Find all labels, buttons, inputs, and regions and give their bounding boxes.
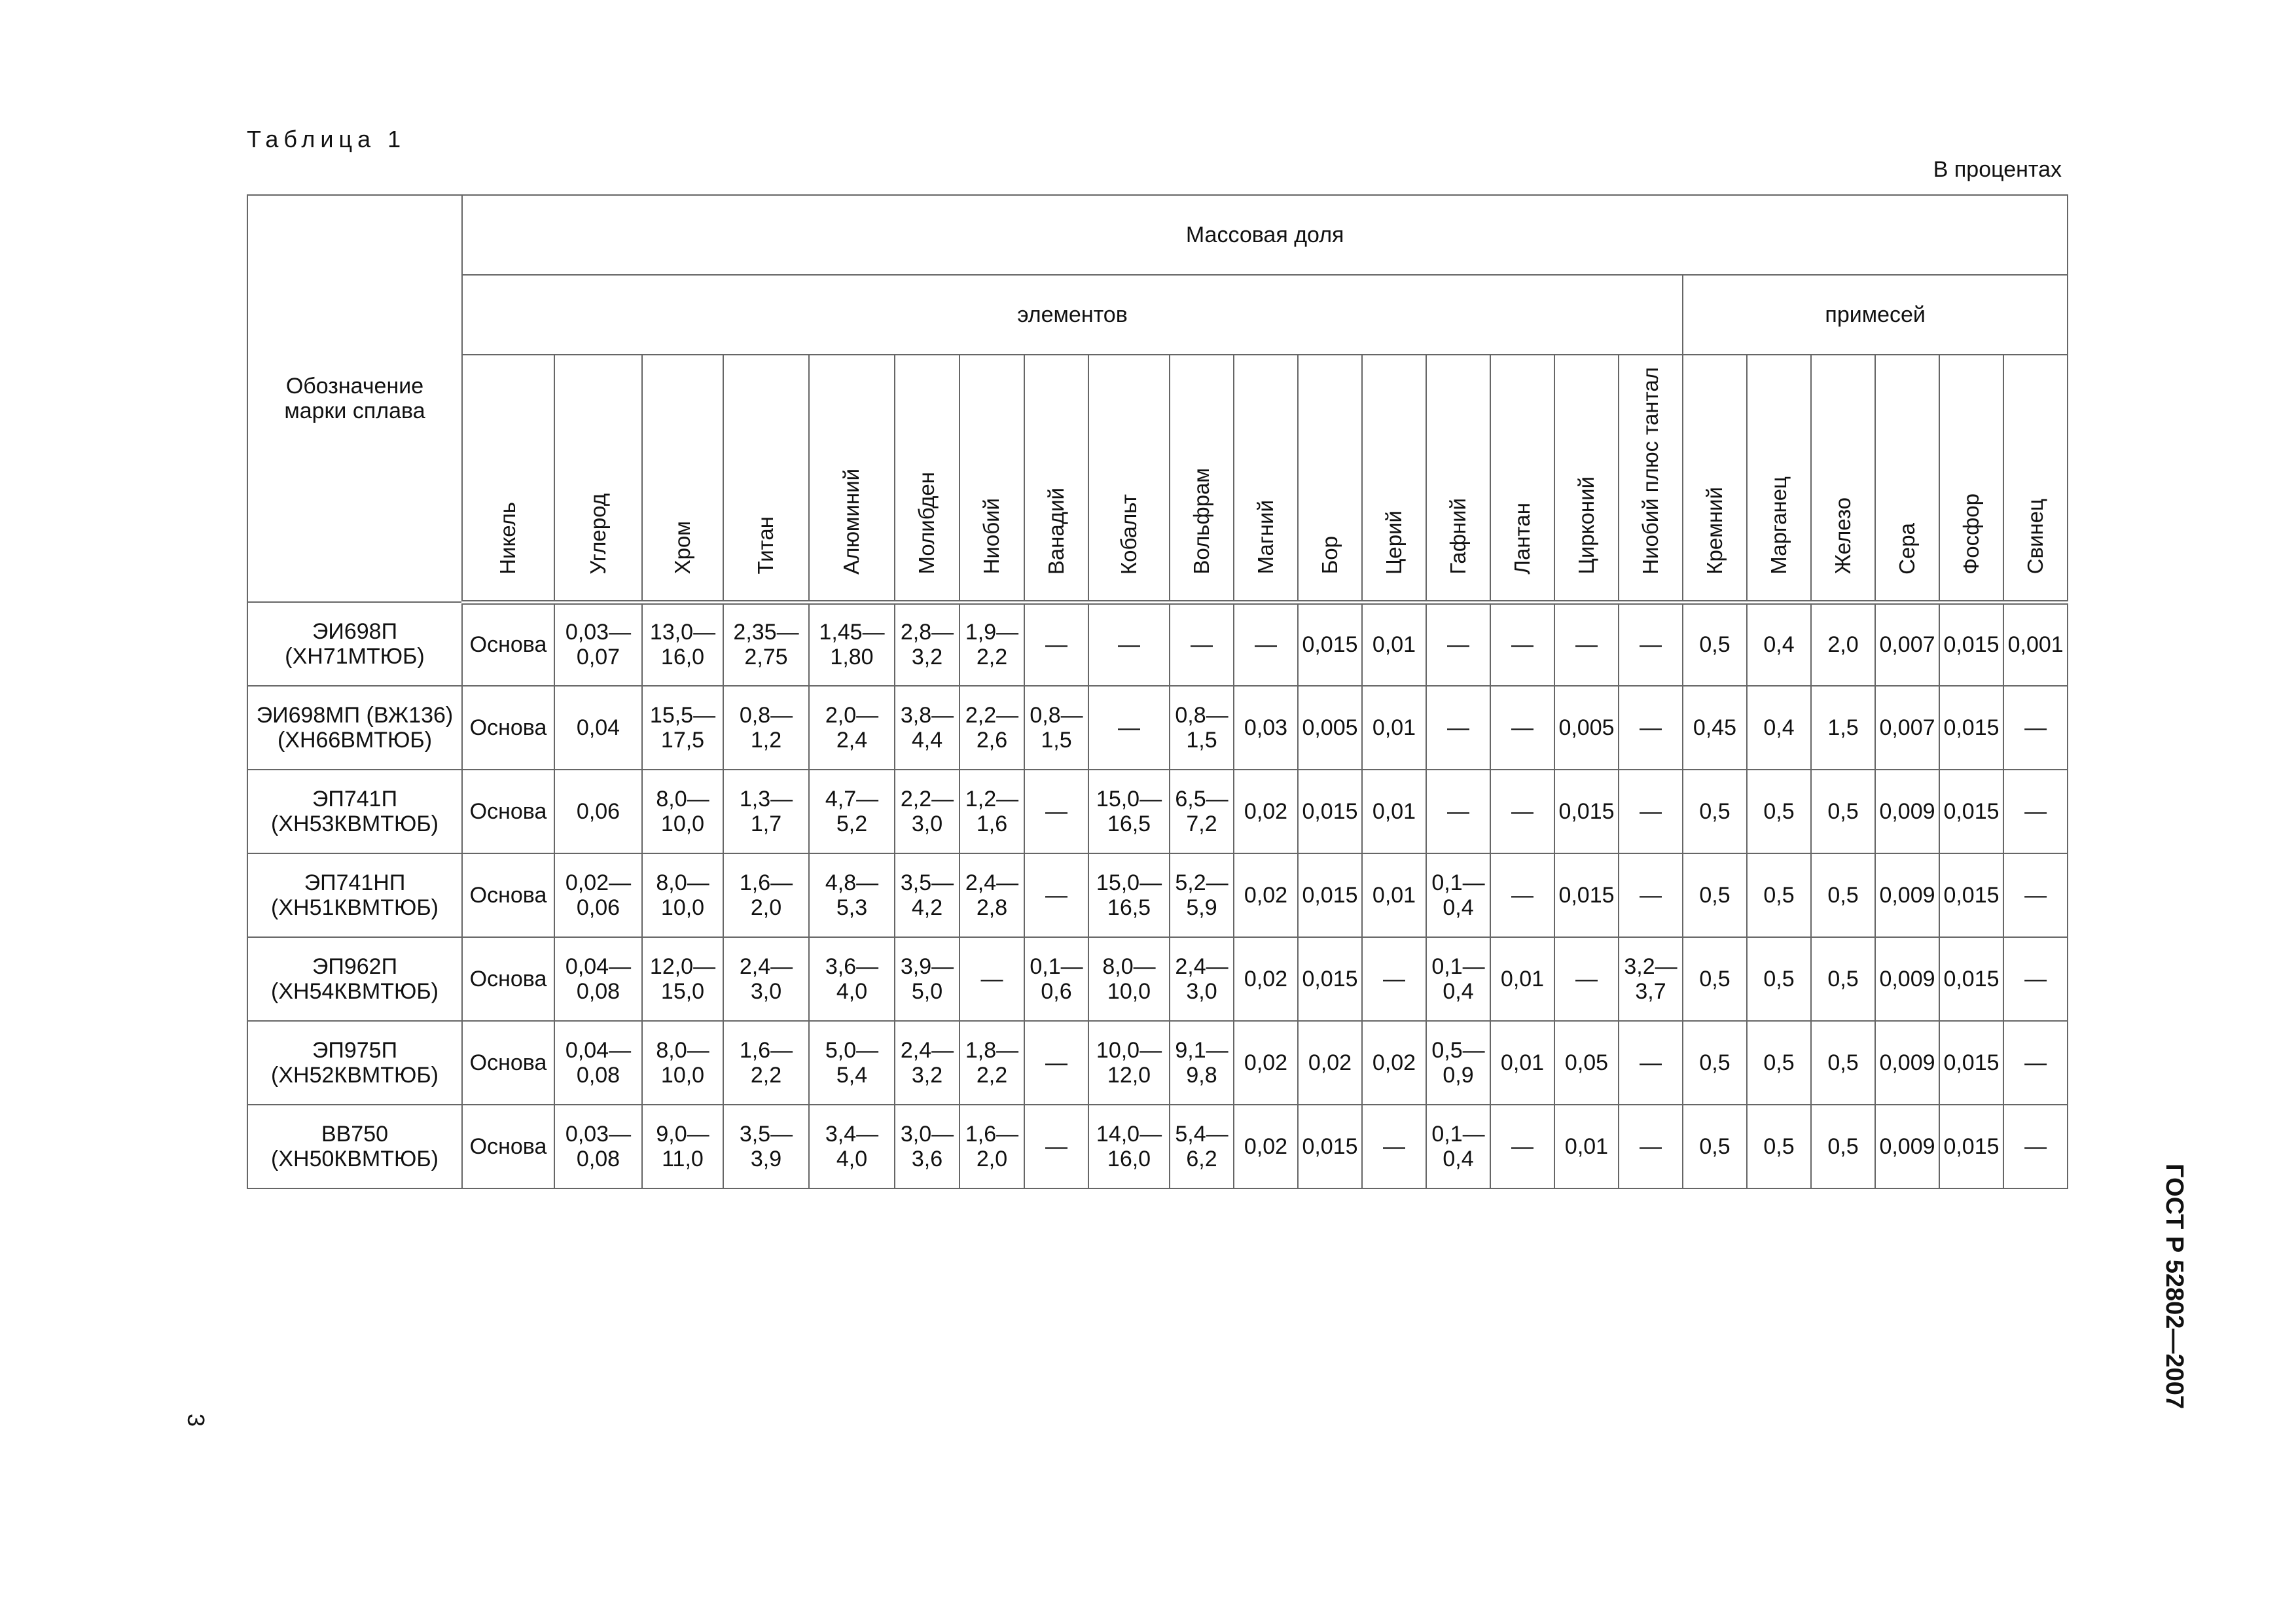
value-cell: 0,015 [1939, 1105, 2003, 1188]
value-cell: 0,5 [1683, 937, 1747, 1021]
value-cell: 0,02 [1298, 1021, 1362, 1105]
value-cell: 0,015 [1939, 770, 2003, 853]
value-cell: 0,015 [1554, 770, 1619, 853]
column-header-label: Марганец [1766, 476, 1791, 575]
value-cell: — [1024, 853, 1088, 937]
column-header [1234, 355, 1298, 602]
value-cell: 1,5 [1811, 686, 1875, 770]
table-row [247, 937, 2068, 1021]
value-cell: — [1490, 1105, 1554, 1188]
value-cell: 0,5 [1811, 770, 1875, 853]
standard-number: ГОСТ Р 52802—2007 [2161, 1164, 2188, 1409]
alloy-grade-cell: ВВ750 (ХН50КВМТЮБ) [247, 1105, 462, 1188]
column-header [1554, 355, 1619, 602]
value-cell: — [1088, 602, 1170, 686]
column-header-label: Фосфор [1958, 493, 1983, 575]
value-cell: 0,5 [1811, 937, 1875, 1021]
value-cell: 10,0— 12,0 [1088, 1021, 1170, 1105]
value-cell: — [2003, 1105, 2068, 1188]
value-cell: 0,009 [1875, 937, 1939, 1021]
value-cell: — [2003, 937, 2068, 1021]
value-cell: 0,5— 0,9 [1426, 1021, 1490, 1105]
value-cell: 1,9— 2,2 [960, 602, 1024, 686]
value-cell: 0,009 [1875, 770, 1939, 853]
elements-header: элементов [462, 275, 1683, 355]
value-cell: 0,8— 1,5 [1170, 686, 1234, 770]
value-cell: Основа [462, 770, 554, 853]
column-header-label: Ниобий [979, 498, 1004, 575]
value-cell: 8,0— 10,0 [642, 770, 723, 853]
alloy-grade-cell: ЭИ698П (ХН71МТЮБ) [247, 602, 462, 686]
value-cell: — [2003, 770, 2068, 853]
composition-table [247, 194, 2068, 1189]
value-cell: 0,005 [1554, 686, 1619, 770]
value-cell: 0,02 [1234, 1105, 1298, 1188]
alloy-grade-cell: ЭП962П (ХН54КВМТЮБ) [247, 937, 462, 1021]
value-cell: 0,04— 0,08 [554, 937, 642, 1021]
value-cell: 9,1— 9,8 [1170, 1021, 1234, 1105]
value-cell: 6,5— 7,2 [1170, 770, 1234, 853]
value-cell: 1,3— 1,7 [723, 770, 809, 853]
value-cell: 0,5 [1683, 1021, 1747, 1105]
column-header [1024, 355, 1088, 602]
value-cell: Основа [462, 1021, 554, 1105]
value-cell: 0,01 [1362, 686, 1426, 770]
value-cell: 2,4— 3,2 [895, 1021, 960, 1105]
value-cell: — [1234, 602, 1298, 686]
value-cell: 2,4— 3,0 [1170, 937, 1234, 1021]
value-cell: 0,8— 1,5 [1024, 686, 1088, 770]
column-header-label: Углерод [585, 493, 610, 575]
value-cell: — [1619, 1021, 1683, 1105]
value-cell: 0,4 [1747, 602, 1811, 686]
grade-header: Обозначение марки сплава [247, 195, 462, 602]
column-header-label: Свинец [2022, 499, 2047, 575]
alloy-grade-cell: ЭП975П (ХН52КВМТЮБ) [247, 1021, 462, 1105]
value-cell: 3,5— 4,2 [895, 853, 960, 937]
value-cell: 0,01 [1362, 770, 1426, 853]
value-cell: 3,8— 4,4 [895, 686, 960, 770]
value-cell: 0,1— 0,4 [1426, 937, 1490, 1021]
value-cell: 0,5 [1683, 602, 1747, 686]
column-header [895, 355, 960, 602]
value-cell: — [2003, 686, 2068, 770]
column-header [1939, 355, 2003, 602]
value-cell: — [1619, 1105, 1683, 1188]
value-cell: 1,6— 2,0 [960, 1105, 1024, 1188]
value-cell: — [1024, 1105, 1088, 1188]
value-cell: — [1024, 1021, 1088, 1105]
value-cell: 0,007 [1875, 686, 1939, 770]
column-header-label: Алюминий [839, 468, 864, 575]
value-cell: — [1554, 937, 1619, 1021]
value-cell: 3,5— 3,9 [723, 1105, 809, 1188]
column-header [1490, 355, 1554, 602]
value-cell: 0,01 [1362, 602, 1426, 686]
unit-note: В процентах [1933, 157, 2062, 182]
value-cell: 0,01 [1362, 853, 1426, 937]
value-cell: 0,02— 0,06 [554, 853, 642, 937]
value-cell: 0,009 [1875, 1021, 1939, 1105]
column-header [1619, 355, 1683, 602]
value-cell: 1,2— 1,6 [960, 770, 1024, 853]
table-row [247, 686, 2068, 770]
page-number: 3 [183, 1414, 209, 1427]
value-cell: 3,4— 4,0 [809, 1105, 895, 1188]
value-cell: — [1490, 770, 1554, 853]
value-cell: 2,8— 3,2 [895, 602, 960, 686]
value-cell: 0,007 [1875, 602, 1939, 686]
value-cell: 0,06 [554, 770, 642, 853]
column-header [462, 355, 554, 602]
value-cell: — [1426, 686, 1490, 770]
table-row [247, 853, 2068, 937]
value-cell: 0,01 [1554, 1105, 1619, 1188]
value-cell: 0,015 [1939, 602, 2003, 686]
column-header-label: Молибден [914, 472, 939, 575]
value-cell: 13,0— 16,0 [642, 602, 723, 686]
value-cell: 0,015 [1939, 937, 2003, 1021]
value-cell: 8,0— 10,0 [1088, 937, 1170, 1021]
value-cell: 0,015 [1554, 853, 1619, 937]
column-header-label: Хром [670, 521, 694, 575]
value-cell: 15,0— 16,5 [1088, 853, 1170, 937]
value-cell: 0,5 [1683, 1105, 1747, 1188]
value-cell: 0,1— 0,6 [1024, 937, 1088, 1021]
value-cell: 3,2— 3,7 [1619, 937, 1683, 1021]
column-header-label: Ванадий [1043, 487, 1068, 575]
value-cell: 2,2— 2,6 [960, 686, 1024, 770]
value-cell: 0,5 [1747, 1105, 1811, 1188]
value-cell: 0,03— 0,07 [554, 602, 642, 686]
value-cell: 8,0— 10,0 [642, 1021, 723, 1105]
column-header [642, 355, 723, 602]
value-cell: 8,0— 10,0 [642, 853, 723, 937]
value-cell: 2,4— 2,8 [960, 853, 1024, 937]
value-cell: — [1426, 602, 1490, 686]
value-cell: 0,009 [1875, 853, 1939, 937]
value-cell: 0,015 [1298, 1105, 1362, 1188]
value-cell: 2,2— 3,0 [895, 770, 960, 853]
column-header-label: Вольфрам [1189, 468, 1213, 575]
value-cell: Основа [462, 602, 554, 686]
value-cell: Основа [462, 853, 554, 937]
value-cell: — [2003, 853, 2068, 937]
impurities-header: примесей [1683, 275, 2068, 355]
column-header [1811, 355, 1875, 602]
value-cell: 0,5 [1747, 1021, 1811, 1105]
column-header [554, 355, 642, 602]
column-header [1298, 355, 1362, 602]
value-cell: 0,5 [1811, 1021, 1875, 1105]
value-cell: 1,6— 2,2 [723, 1021, 809, 1105]
value-cell: 0,03 [1234, 686, 1298, 770]
value-cell: 0,1— 0,4 [1426, 1105, 1490, 1188]
value-cell: — [1554, 602, 1619, 686]
column-header-label: Лантан [1509, 503, 1534, 575]
column-header [1088, 355, 1170, 602]
value-cell: 2,0 [1811, 602, 1875, 686]
column-header [1683, 355, 1747, 602]
value-cell: — [1490, 602, 1554, 686]
value-cell: 0,5 [1811, 1105, 1875, 1188]
value-cell: 4,7— 5,2 [809, 770, 895, 853]
value-cell: 14,0— 16,0 [1088, 1105, 1170, 1188]
value-cell: 0,5 [1683, 770, 1747, 853]
value-cell: — [1619, 602, 1683, 686]
value-cell: — [1490, 686, 1554, 770]
value-cell: 0,02 [1234, 1021, 1298, 1105]
value-cell: 15,5— 17,5 [642, 686, 723, 770]
column-header-label: Ниобий плюс тантал [1638, 366, 1662, 575]
column-header-label: Титан [753, 516, 778, 575]
column-header [1362, 355, 1426, 602]
table-caption: Таблица 1 [247, 126, 406, 152]
value-cell: 5,0— 5,4 [809, 1021, 895, 1105]
value-cell: 0,05 [1554, 1021, 1619, 1105]
column-header-label: Никель [495, 501, 520, 575]
value-cell: 3,6— 4,0 [809, 937, 895, 1021]
column-header [1170, 355, 1234, 602]
value-cell: Основа [462, 1105, 554, 1188]
column-header [1426, 355, 1490, 602]
alloy-grade-cell: ЭП741НП (ХН51КВМТЮБ) [247, 853, 462, 937]
value-cell: 0,015 [1939, 1021, 2003, 1105]
value-cell: — [1619, 770, 1683, 853]
column-header-label: Магний [1253, 500, 1278, 575]
value-cell: 3,0— 3,6 [895, 1105, 960, 1188]
value-cell: 0,02 [1362, 1021, 1426, 1105]
value-cell: — [960, 937, 1024, 1021]
value-cell: 2,35— 2,75 [723, 602, 809, 686]
table-row [247, 1021, 2068, 1105]
value-cell: 5,4— 6,2 [1170, 1105, 1234, 1188]
value-cell: 1,6— 2,0 [723, 853, 809, 937]
value-cell: — [1362, 937, 1426, 1021]
column-header-label: Церий [1381, 510, 1406, 575]
value-cell: 0,009 [1875, 1105, 1939, 1188]
value-cell: — [1426, 770, 1490, 853]
value-cell: 0,015 [1298, 853, 1362, 937]
value-cell: 5,2— 5,9 [1170, 853, 1234, 937]
value-cell: 0,02 [1234, 770, 1298, 853]
mass-fraction-header: Массовая доля [462, 195, 2068, 275]
value-cell: 0,03— 0,08 [554, 1105, 642, 1188]
value-cell: 4,8— 5,3 [809, 853, 895, 937]
value-cell: 0,1— 0,4 [1426, 853, 1490, 937]
value-cell: 0,01 [1490, 937, 1554, 1021]
value-cell: — [1024, 602, 1088, 686]
value-cell: — [1362, 1105, 1426, 1188]
value-cell: 0,5 [1811, 853, 1875, 937]
value-cell: 2,4— 3,0 [723, 937, 809, 1021]
column-header [2003, 355, 2068, 602]
column-header-label: Кобальт [1116, 493, 1141, 575]
column-header [723, 355, 809, 602]
alloy-grade-cell: ЭП741П (ХН53КВМТЮБ) [247, 770, 462, 853]
value-cell: — [1619, 853, 1683, 937]
table-row [247, 602, 2068, 686]
value-cell: — [2003, 1021, 2068, 1105]
value-cell: Основа [462, 686, 554, 770]
value-cell: 15,0— 16,5 [1088, 770, 1170, 853]
value-cell: 3,9— 5,0 [895, 937, 960, 1021]
column-header-label: Бор [1317, 536, 1342, 575]
value-cell: 0,005 [1298, 686, 1362, 770]
value-cell: 0,4 [1747, 686, 1811, 770]
value-cell: 12,0— 15,0 [642, 937, 723, 1021]
value-cell: 0,015 [1939, 853, 2003, 937]
table-row [247, 770, 2068, 853]
value-cell: — [1170, 602, 1234, 686]
value-cell: 0,015 [1939, 686, 2003, 770]
value-cell: 0,8— 1,2 [723, 686, 809, 770]
value-cell: — [1024, 770, 1088, 853]
alloy-grade-cell: ЭИ698МП (ВЖ136) (ХН66ВМТЮБ) [247, 686, 462, 770]
value-cell: 0,04 [554, 686, 642, 770]
value-cell: 0,45 [1683, 686, 1747, 770]
column-header [809, 355, 895, 602]
value-cell: 0,015 [1298, 937, 1362, 1021]
column-header-label: Железо [1830, 497, 1855, 575]
column-header-label: Гафний [1445, 498, 1470, 575]
column-header [960, 355, 1024, 602]
value-cell: 0,5 [1747, 853, 1811, 937]
value-cell: 0,02 [1234, 853, 1298, 937]
column-header [1875, 355, 1939, 602]
value-cell: 9,0— 11,0 [642, 1105, 723, 1188]
value-cell: — [1490, 853, 1554, 937]
value-cell: 0,04— 0,08 [554, 1021, 642, 1105]
column-header-label: Сера [1894, 522, 1919, 575]
value-cell: 1,45— 1,80 [809, 602, 895, 686]
value-cell: 0,015 [1298, 602, 1362, 686]
value-cell: 0,001 [2003, 602, 2068, 686]
value-cell: 0,02 [1234, 937, 1298, 1021]
value-cell: — [1088, 686, 1170, 770]
column-header [1747, 355, 1811, 602]
value-cell: 0,015 [1298, 770, 1362, 853]
value-cell: — [1619, 686, 1683, 770]
column-header-label: Цирконий [1573, 476, 1598, 575]
value-cell: 0,5 [1747, 937, 1811, 1021]
value-cell: 0,5 [1747, 770, 1811, 853]
value-cell: 1,8— 2,2 [960, 1021, 1024, 1105]
column-header-label: Кремний [1702, 487, 1727, 575]
value-cell: 0,01 [1490, 1021, 1554, 1105]
value-cell: Основа [462, 937, 554, 1021]
table-row [247, 1105, 2068, 1188]
value-cell: 2,0— 2,4 [809, 686, 895, 770]
value-cell: 0,5 [1683, 853, 1747, 937]
